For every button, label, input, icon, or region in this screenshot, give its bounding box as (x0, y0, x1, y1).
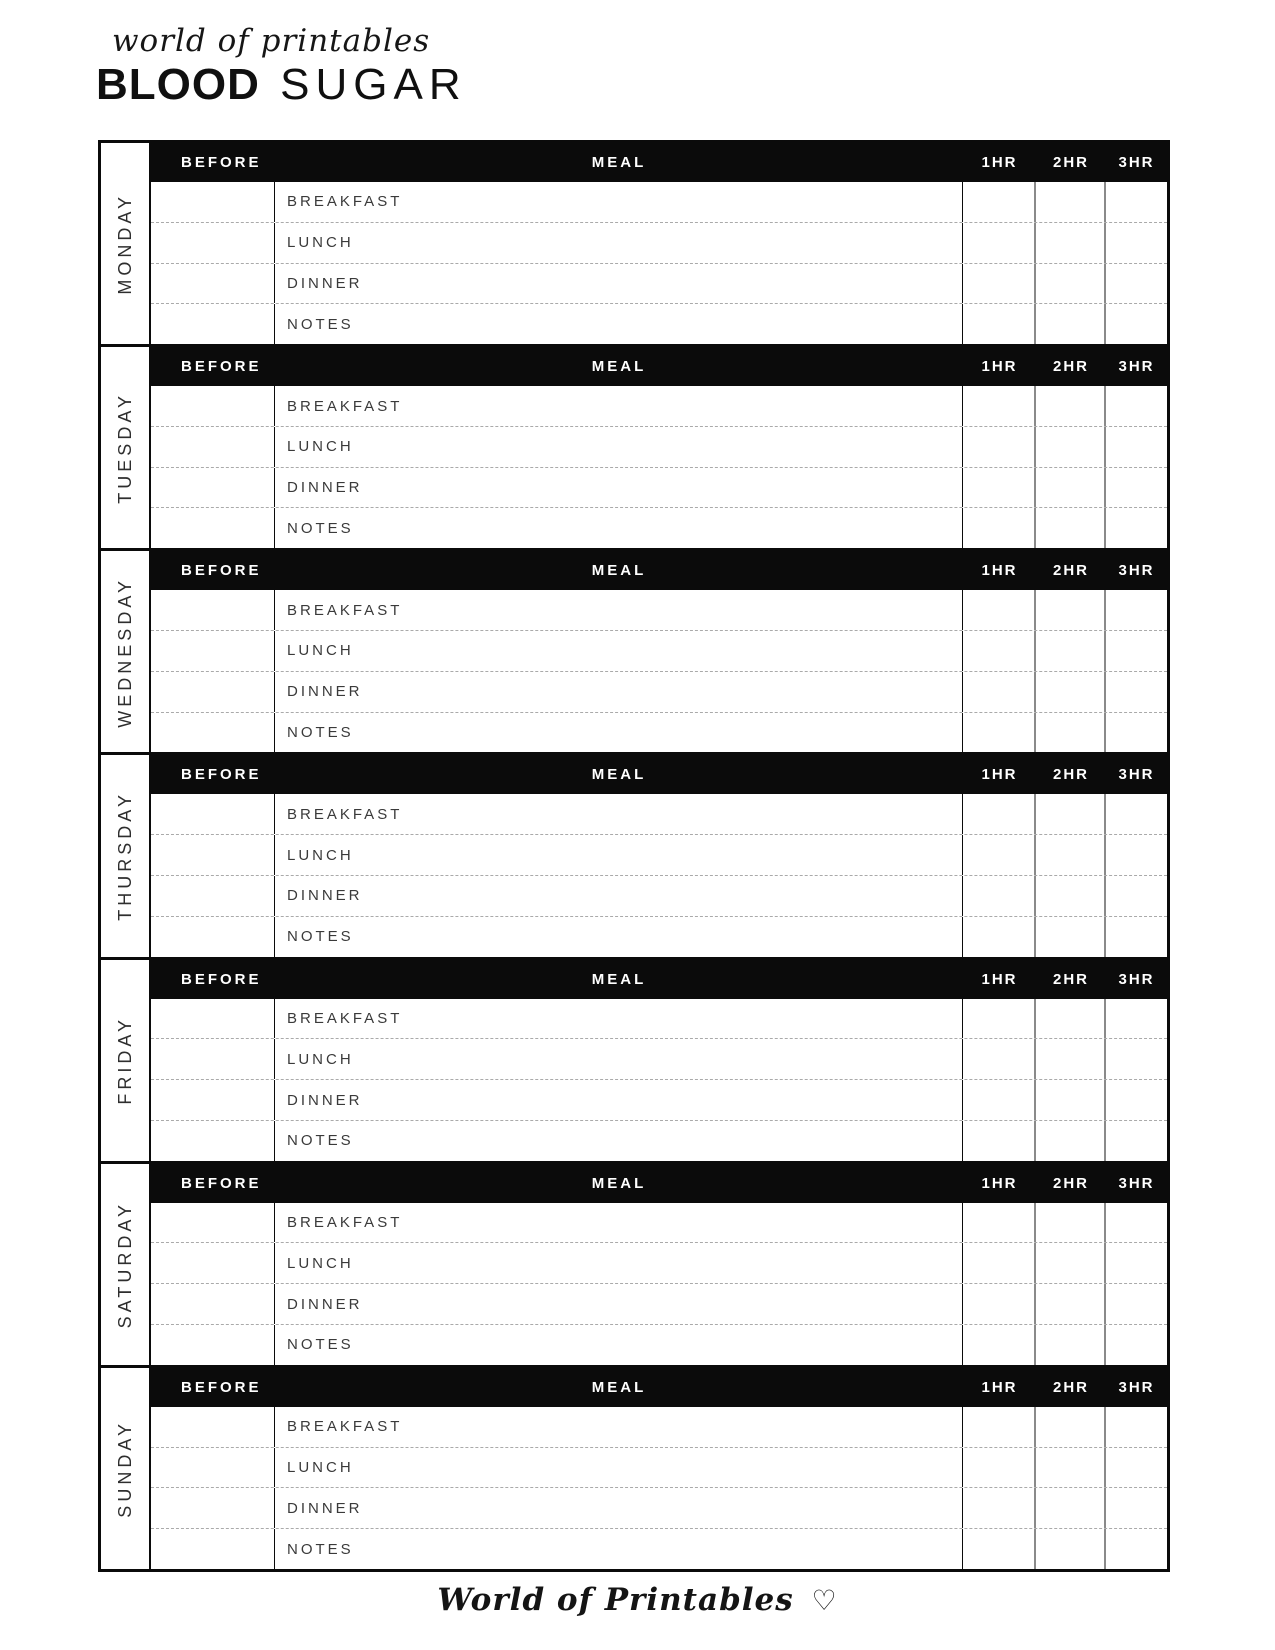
hr1-entry-cell (963, 1529, 1036, 1569)
hr3-entry-cell (1106, 264, 1167, 304)
meal-label: NOTES (287, 519, 354, 537)
hr2-entry-cell (1036, 386, 1106, 426)
hr3-entry-cell (1106, 1325, 1167, 1365)
meal-cell (275, 386, 963, 426)
hr2-entry-cell (1036, 1325, 1106, 1365)
meal-cell (275, 182, 963, 222)
hr2-column-header: 2HR (1052, 1174, 1089, 1192)
page-title-bold: BLOOD (96, 59, 260, 109)
tracker-row-breakfast (151, 590, 1167, 631)
meal-label: BREAKFAST (287, 601, 403, 619)
page-title (96, 59, 467, 109)
hr1-entry-cell (963, 223, 1036, 263)
before-entry-cell (151, 1325, 275, 1365)
hr3-column-header: 3HR (1118, 766, 1155, 784)
meal-cell (275, 1243, 963, 1283)
before-entry-cell (151, 1039, 275, 1079)
hr2-entry-cell (1036, 917, 1106, 957)
before-entry-cell (151, 427, 275, 467)
meal-label: LUNCH (287, 438, 354, 456)
day-label: WEDNESDAY (114, 576, 135, 728)
day-section-wednesday (101, 551, 1167, 755)
meal-label: LUNCH (287, 1050, 354, 1068)
tracker-rows (151, 999, 1167, 1161)
hr2-entry-cell (1036, 1448, 1106, 1488)
hr3-entry-cell (1106, 223, 1167, 263)
meal-label: NOTES (287, 1132, 354, 1150)
hr2-entry-cell (1036, 1529, 1106, 1569)
hr2-entry-cell (1036, 304, 1106, 344)
before-entry-cell (151, 1448, 275, 1488)
hr2-column-header: 2HR (1052, 154, 1089, 171)
meal-cell (275, 794, 963, 834)
meal-label: DINNER (287, 1091, 363, 1109)
tracker-row-dinner (151, 1488, 1167, 1529)
meal-label: BREAKFAST (287, 1418, 403, 1436)
meal-column-header: MEAL (591, 154, 647, 171)
before-entry-cell (151, 1203, 275, 1243)
hr2-column-header: 2HR (1052, 358, 1089, 376)
before-entry-cell (151, 672, 275, 712)
tracker-row-breakfast (151, 794, 1167, 835)
day-column (101, 143, 151, 344)
hr2-entry-cell (1036, 1121, 1106, 1161)
day-body (151, 1368, 1167, 1569)
hr2-entry-cell (1036, 468, 1106, 508)
hr3-entry-cell (1106, 794, 1167, 834)
meal-label: BREAKFAST (287, 1214, 403, 1232)
hr1-entry-cell (963, 631, 1036, 671)
hr3-entry-cell (1106, 999, 1167, 1039)
tracker-row-notes (151, 508, 1167, 548)
tracker-row-lunch (151, 427, 1167, 468)
hr2-entry-cell (1036, 835, 1106, 875)
tracker-row-lunch (151, 223, 1167, 264)
hr3-column-header: 3HR (1118, 1174, 1155, 1192)
hr3-entry-cell (1106, 713, 1167, 753)
hr1-entry-cell (963, 1325, 1036, 1365)
day-body (151, 143, 1167, 344)
hr3-entry-cell (1106, 1121, 1167, 1161)
before-column-header: BEFORE (181, 1174, 262, 1192)
meal-cell (275, 876, 963, 916)
hr2-entry-cell (1036, 672, 1106, 712)
tracker-row-breakfast (151, 1203, 1167, 1244)
before-column-header: BEFORE (181, 562, 262, 580)
meal-label: LUNCH (287, 1459, 354, 1477)
hr2-entry-cell (1036, 999, 1106, 1039)
hr1-entry-cell (963, 794, 1036, 834)
hr1-entry-cell (963, 1080, 1036, 1120)
hr3-entry-cell (1106, 835, 1167, 875)
hr1-column-header: 1HR (981, 358, 1018, 376)
hr1-column-header: 1HR (981, 154, 1018, 171)
tracker-row-notes (151, 1121, 1167, 1161)
day-label: FRIDAY (114, 1015, 135, 1105)
day-section-friday (101, 960, 1167, 1164)
meal-cell (275, 1121, 963, 1161)
before-entry-cell (151, 590, 275, 630)
day-section-sunday (101, 1368, 1167, 1569)
meal-cell (275, 1529, 963, 1569)
day-section-thursday (101, 755, 1167, 959)
footer-brand (0, 1582, 1275, 1618)
meal-label: DINNER (287, 683, 363, 701)
hr3-entry-cell (1106, 427, 1167, 467)
before-entry-cell (151, 223, 275, 263)
meal-cell (275, 631, 963, 671)
tracker-row-notes (151, 917, 1167, 957)
before-column-header: BEFORE (181, 970, 262, 988)
hr1-column-header: 1HR (981, 1378, 1018, 1396)
hr1-entry-cell (963, 1488, 1036, 1528)
meal-label: LUNCH (287, 1254, 354, 1272)
hr2-entry-cell (1036, 1407, 1106, 1447)
tracker-row-breakfast (151, 386, 1167, 427)
before-entry-cell (151, 1284, 275, 1324)
page-title-light: SUGAR (280, 59, 467, 109)
day-column (101, 960, 151, 1161)
day-body (151, 347, 1167, 548)
column-header-bar (151, 755, 1167, 794)
day-label: THURSDAY (114, 791, 135, 921)
hr3-entry-cell (1106, 1448, 1167, 1488)
hr1-entry-cell (963, 508, 1036, 548)
hr3-entry-cell (1106, 672, 1167, 712)
hr1-entry-cell (963, 1203, 1036, 1243)
tracker-row-dinner (151, 1080, 1167, 1121)
footer-brand-text: World of Printables (437, 1582, 794, 1618)
before-column-header: BEFORE (181, 358, 262, 376)
hr1-entry-cell (963, 999, 1036, 1039)
meal-cell (275, 1407, 963, 1447)
hr1-entry-cell (963, 386, 1036, 426)
meal-cell (275, 468, 963, 508)
hr2-entry-cell (1036, 223, 1106, 263)
tracker-row-notes (151, 713, 1167, 753)
before-entry-cell (151, 182, 275, 222)
day-label: SATURDAY (114, 1200, 135, 1328)
meal-cell (275, 1080, 963, 1120)
tracker-row-breakfast (151, 1407, 1167, 1448)
meal-label: LUNCH (287, 234, 354, 252)
hr3-column-header: 3HR (1118, 970, 1155, 988)
meal-label: DINNER (287, 887, 363, 905)
hr2-entry-cell (1036, 631, 1106, 671)
meal-cell (275, 1488, 963, 1528)
day-body (151, 960, 1167, 1161)
meal-cell (275, 999, 963, 1039)
day-section-tuesday (101, 347, 1167, 551)
before-entry-cell (151, 876, 275, 916)
tracker-row-lunch (151, 1448, 1167, 1489)
meal-column-header: MEAL (591, 1378, 647, 1396)
meal-cell (275, 1325, 963, 1365)
hr2-entry-cell (1036, 876, 1106, 916)
hr2-entry-cell (1036, 1080, 1106, 1120)
day-body (151, 755, 1167, 956)
hr3-entry-cell (1106, 1243, 1167, 1283)
hr3-entry-cell (1106, 1407, 1167, 1447)
hr1-entry-cell (963, 427, 1036, 467)
hr2-entry-cell (1036, 427, 1106, 467)
meal-label: BREAKFAST (287, 397, 403, 415)
hr3-entry-cell (1106, 1284, 1167, 1324)
hr3-entry-cell (1106, 917, 1167, 957)
before-entry-cell (151, 631, 275, 671)
meal-cell (275, 223, 963, 263)
hr1-entry-cell (963, 1039, 1036, 1079)
tracker-row-dinner (151, 1284, 1167, 1325)
before-entry-cell (151, 1080, 275, 1120)
before-entry-cell (151, 835, 275, 875)
meal-column-header: MEAL (591, 970, 647, 988)
day-column (101, 1368, 151, 1569)
tracker-row-dinner (151, 468, 1167, 509)
hr2-column-header: 2HR (1052, 970, 1089, 988)
meal-label: LUNCH (287, 642, 354, 660)
before-entry-cell (151, 264, 275, 304)
tracker-row-notes (151, 1529, 1167, 1569)
meal-cell (275, 427, 963, 467)
blood-sugar-table (98, 140, 1170, 1572)
hr2-entry-cell (1036, 1243, 1106, 1283)
hr3-entry-cell (1106, 876, 1167, 916)
before-entry-cell (151, 1243, 275, 1283)
hr1-column-header: 1HR (981, 970, 1018, 988)
before-column-header: BEFORE (181, 154, 262, 171)
tracker-rows (151, 1203, 1167, 1365)
before-column-header: BEFORE (181, 1378, 262, 1396)
brand-script-text: world of printables (112, 23, 431, 59)
hr1-entry-cell (963, 1121, 1036, 1161)
meal-cell (275, 917, 963, 957)
hr2-entry-cell (1036, 590, 1106, 630)
meal-label: DINNER (287, 1295, 363, 1313)
hr1-column-header: 1HR (981, 766, 1018, 784)
meal-label: BREAKFAST (287, 1009, 403, 1027)
tracker-rows (151, 386, 1167, 548)
hr1-entry-cell (963, 1243, 1036, 1283)
column-header-bar (151, 551, 1167, 590)
tracker-row-notes (151, 1325, 1167, 1365)
hr3-entry-cell (1106, 304, 1167, 344)
hr1-entry-cell (963, 182, 1036, 222)
tracker-row-breakfast (151, 182, 1167, 223)
hr1-entry-cell (963, 468, 1036, 508)
hr3-entry-cell (1106, 182, 1167, 222)
meal-cell (275, 264, 963, 304)
before-entry-cell (151, 508, 275, 548)
column-header-bar (151, 1368, 1167, 1407)
hr2-entry-cell (1036, 1284, 1106, 1324)
tracker-row-lunch (151, 1243, 1167, 1284)
hr3-entry-cell (1106, 386, 1167, 426)
day-section-monday (101, 143, 1167, 347)
meal-cell (275, 1448, 963, 1488)
heart-icon: ♡ (811, 1584, 838, 1617)
hr3-column-header: 3HR (1118, 154, 1155, 171)
hr3-entry-cell (1106, 468, 1167, 508)
hr3-entry-cell (1106, 1080, 1167, 1120)
tracker-rows (151, 794, 1167, 956)
before-entry-cell (151, 794, 275, 834)
day-label: MONDAY (114, 192, 135, 295)
hr1-entry-cell (963, 713, 1036, 753)
meal-cell (275, 304, 963, 344)
meal-cell (275, 672, 963, 712)
meal-cell (275, 1039, 963, 1079)
hr1-entry-cell (963, 876, 1036, 916)
column-header-bar (151, 143, 1167, 182)
day-column (101, 551, 151, 752)
day-label: SUNDAY (114, 1419, 135, 1518)
hr2-column-header: 2HR (1052, 562, 1089, 580)
meal-label: NOTES (287, 724, 354, 742)
before-entry-cell (151, 1121, 275, 1161)
tracker-row-dinner (151, 264, 1167, 305)
before-entry-cell (151, 999, 275, 1039)
tracker-row-breakfast (151, 999, 1167, 1040)
tracker-row-dinner (151, 876, 1167, 917)
before-entry-cell (151, 1407, 275, 1447)
hr3-entry-cell (1106, 1039, 1167, 1079)
meal-column-header: MEAL (591, 1174, 647, 1192)
tracker-row-lunch (151, 835, 1167, 876)
meal-cell (275, 835, 963, 875)
hr1-entry-cell (963, 835, 1036, 875)
meal-cell (275, 1284, 963, 1324)
day-column (101, 347, 151, 548)
hr1-entry-cell (963, 264, 1036, 304)
before-entry-cell (151, 468, 275, 508)
hr1-column-header: 1HR (981, 1174, 1018, 1192)
before-entry-cell (151, 1488, 275, 1528)
hr3-entry-cell (1106, 1203, 1167, 1243)
tracker-row-dinner (151, 672, 1167, 713)
hr1-entry-cell (963, 1284, 1036, 1324)
meal-label: DINNER (287, 1499, 363, 1517)
day-column (101, 755, 151, 956)
hr3-column-header: 3HR (1118, 562, 1155, 580)
day-column (101, 1164, 151, 1365)
before-entry-cell (151, 713, 275, 753)
meal-label: BREAKFAST (287, 193, 403, 211)
hr1-entry-cell (963, 672, 1036, 712)
day-body (151, 551, 1167, 752)
day-label: TUESDAY (114, 391, 135, 504)
tracker-rows (151, 182, 1167, 344)
tracker-rows (151, 1407, 1167, 1569)
hr3-column-header: 3HR (1118, 358, 1155, 376)
column-header-bar (151, 960, 1167, 999)
before-entry-cell (151, 304, 275, 344)
logo-header (96, 24, 467, 107)
hr2-entry-cell (1036, 713, 1106, 753)
meal-column-header: MEAL (591, 562, 647, 580)
meal-cell (275, 508, 963, 548)
hr2-entry-cell (1036, 264, 1106, 304)
hr3-entry-cell (1106, 508, 1167, 548)
meal-cell (275, 590, 963, 630)
hr1-entry-cell (963, 1448, 1036, 1488)
column-header-bar (151, 347, 1167, 386)
tracker-row-lunch (151, 1039, 1167, 1080)
hr1-entry-cell (963, 304, 1036, 344)
before-column-header: BEFORE (181, 766, 262, 784)
meal-cell (275, 713, 963, 753)
hr3-entry-cell (1106, 1488, 1167, 1528)
hr2-entry-cell (1036, 1039, 1106, 1079)
hr2-column-header: 2HR (1052, 766, 1089, 784)
meal-label: NOTES (287, 1540, 354, 1558)
hr3-entry-cell (1106, 1529, 1167, 1569)
meal-label: NOTES (287, 315, 354, 333)
before-entry-cell (151, 917, 275, 957)
hr2-entry-cell (1036, 182, 1106, 222)
hr2-entry-cell (1036, 794, 1106, 834)
hr1-entry-cell (963, 590, 1036, 630)
meal-cell (275, 1203, 963, 1243)
column-header-bar (151, 1164, 1167, 1203)
meal-label: DINNER (287, 479, 363, 497)
tracker-row-notes (151, 304, 1167, 344)
day-body (151, 1164, 1167, 1365)
hr2-entry-cell (1036, 1488, 1106, 1528)
hr1-entry-cell (963, 1407, 1036, 1447)
hr2-entry-cell (1036, 1203, 1106, 1243)
meal-label: BREAKFAST (287, 805, 403, 823)
hr1-entry-cell (963, 917, 1036, 957)
meal-column-header: MEAL (591, 358, 647, 376)
meal-column-header: MEAL (591, 766, 647, 784)
before-entry-cell (151, 386, 275, 426)
tracker-rows (151, 590, 1167, 752)
meal-label: DINNER (287, 274, 363, 292)
meal-label: LUNCH (287, 846, 354, 864)
before-entry-cell (151, 1529, 275, 1569)
hr2-column-header: 2HR (1052, 1378, 1089, 1396)
hr3-column-header: 3HR (1118, 1378, 1155, 1396)
day-section-saturday (101, 1164, 1167, 1368)
hr2-entry-cell (1036, 508, 1106, 548)
meal-label: NOTES (287, 1336, 354, 1354)
meal-label: NOTES (287, 928, 354, 946)
hr1-column-header: 1HR (981, 562, 1018, 580)
hr3-entry-cell (1106, 590, 1167, 630)
tracker-row-lunch (151, 631, 1167, 672)
hr3-entry-cell (1106, 631, 1167, 671)
